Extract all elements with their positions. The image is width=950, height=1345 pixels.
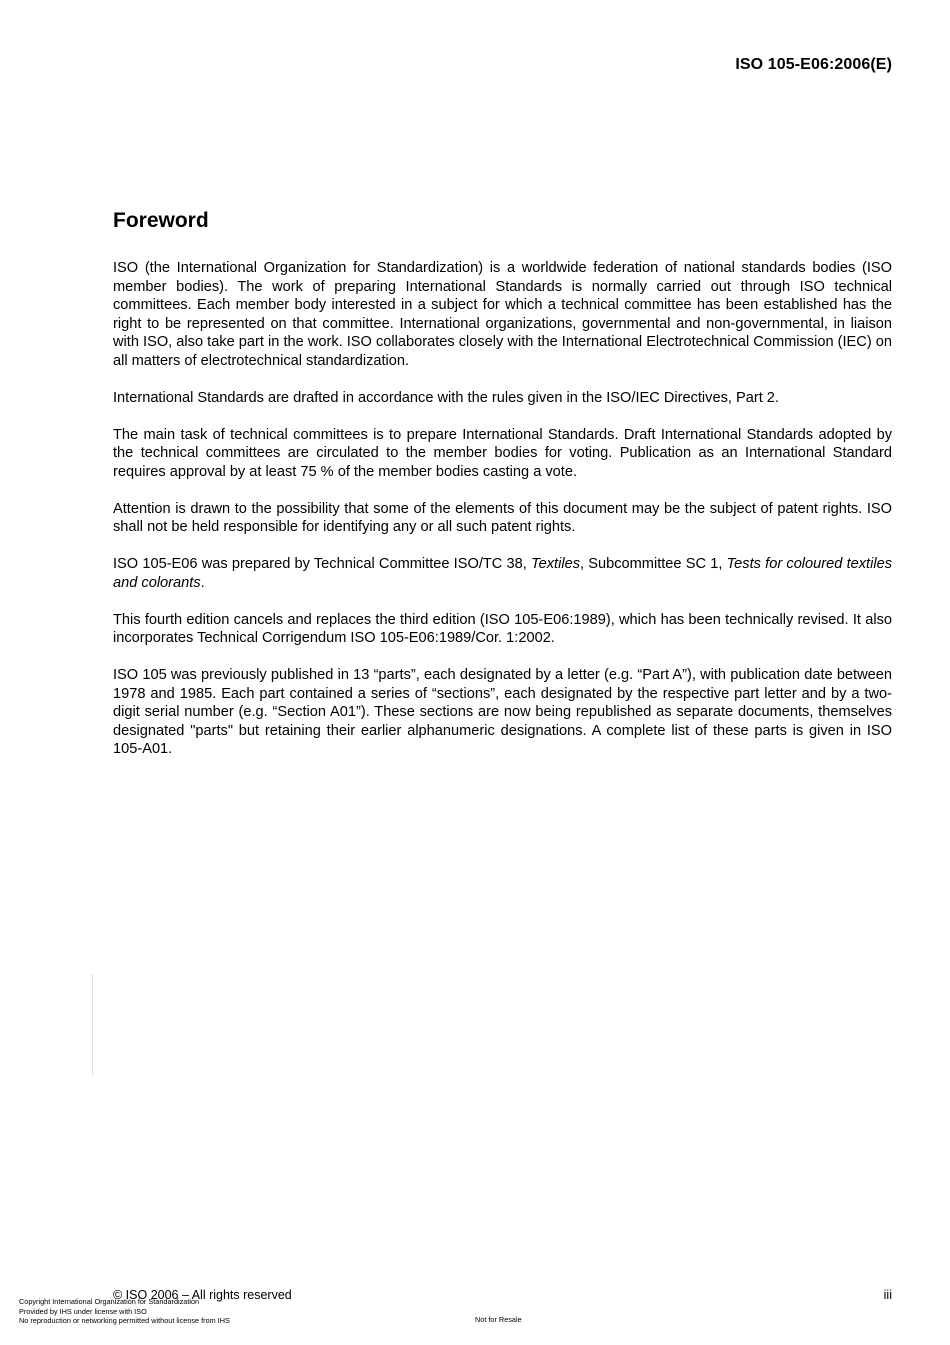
license-line: Copyright International Organization for Standardization [19,1297,200,1306]
committee-name: Textiles [531,556,580,572]
prepared-by-suffix: . [200,574,205,591]
document-identifier: ISO 105-E06:2006(E) [735,56,892,73]
paragraph-prepared-by [113,555,892,592]
paragraph-patent-notice: Attention is drawn to the possibility that some of the elements of this document may be the subject of patent rights. ISO shall not be held responsible for identifying any or all such patent rights. [113,500,892,535]
footer-copyright: © ISO 2006 – All rights reserved [113,1288,292,1302]
paragraph-edition-note: This fourth edition cancels and replaces the third edition (ISO 105-E06:1989), which has been technically revised. It also incorporates Technical Corrigendum ISO 105-E06:1989/Cor. 1:2002. [113,611,892,646]
paragraph-parts-history: ISO 105 was previously published in 13 “parts”, each designated by a letter (e.g. “Part A”), with publication date between 1978 and 1985. Each part contained a series of “sections”, each designated by the respective part letter and by a two-digit serial number (e.g. “Section A01”). These sections are now being republished as separate documents, themselves designated "parts" but retaining their earlier alphanumeric designations. A complete list of these parts is given in ISO 105-A01. [113,667,892,757]
footer-page-number: iii [883,1288,892,1302]
license-line: Provided by IHS under license with ISO [19,1306,147,1316]
license-stamp [19,1297,230,1326]
subcommittee-name: Tests for coloured textiles and colorants [113,556,893,591]
resale-notice: Not for Resale [475,1315,522,1324]
foreword-heading: Foreword [113,209,209,232]
paragraph-drafting-rules: International Standards are drafted in accordance with the rules given in the ISO/IEC Directives, Part 2. [113,389,779,406]
paragraph-committee-task: The main task of technical committees is to prepare International Standards. Draft International Standards adopted by the technical committees are circulated to the member bodies for voting. Publication as an International Standard requires approval by at least 75 % of the member bodies casting a vote. [113,426,892,480]
license-line: No reproduction or networking permitted without license from IHS [19,1316,230,1326]
paragraph-iso-overview: ISO (the International Organization for Standardization) is a worldwide federation of national standards bodies (ISO member bodies). The work of preparing International Standards is normally carried out through ISO technical committees. Each member body interested in a subject for which a technical committee has been established has the right to be represented on that committee. International organizations, governmental and non-governmental, in liaison with ISO, also take part in the work. ISO collaborates closely with the International Electrotechnical Commission (IEC) on all matters of electrotechnical standardization. [113,260,892,369]
prepared-by-prefix: ISO 105-E06 was prepared by Technical Committee ISO/TC 38, [113,556,532,572]
prepared-by-middle: , Subcommittee SC 1, [580,556,727,572]
foreword-body [113,259,892,777]
margin-mark [92,975,97,1075]
